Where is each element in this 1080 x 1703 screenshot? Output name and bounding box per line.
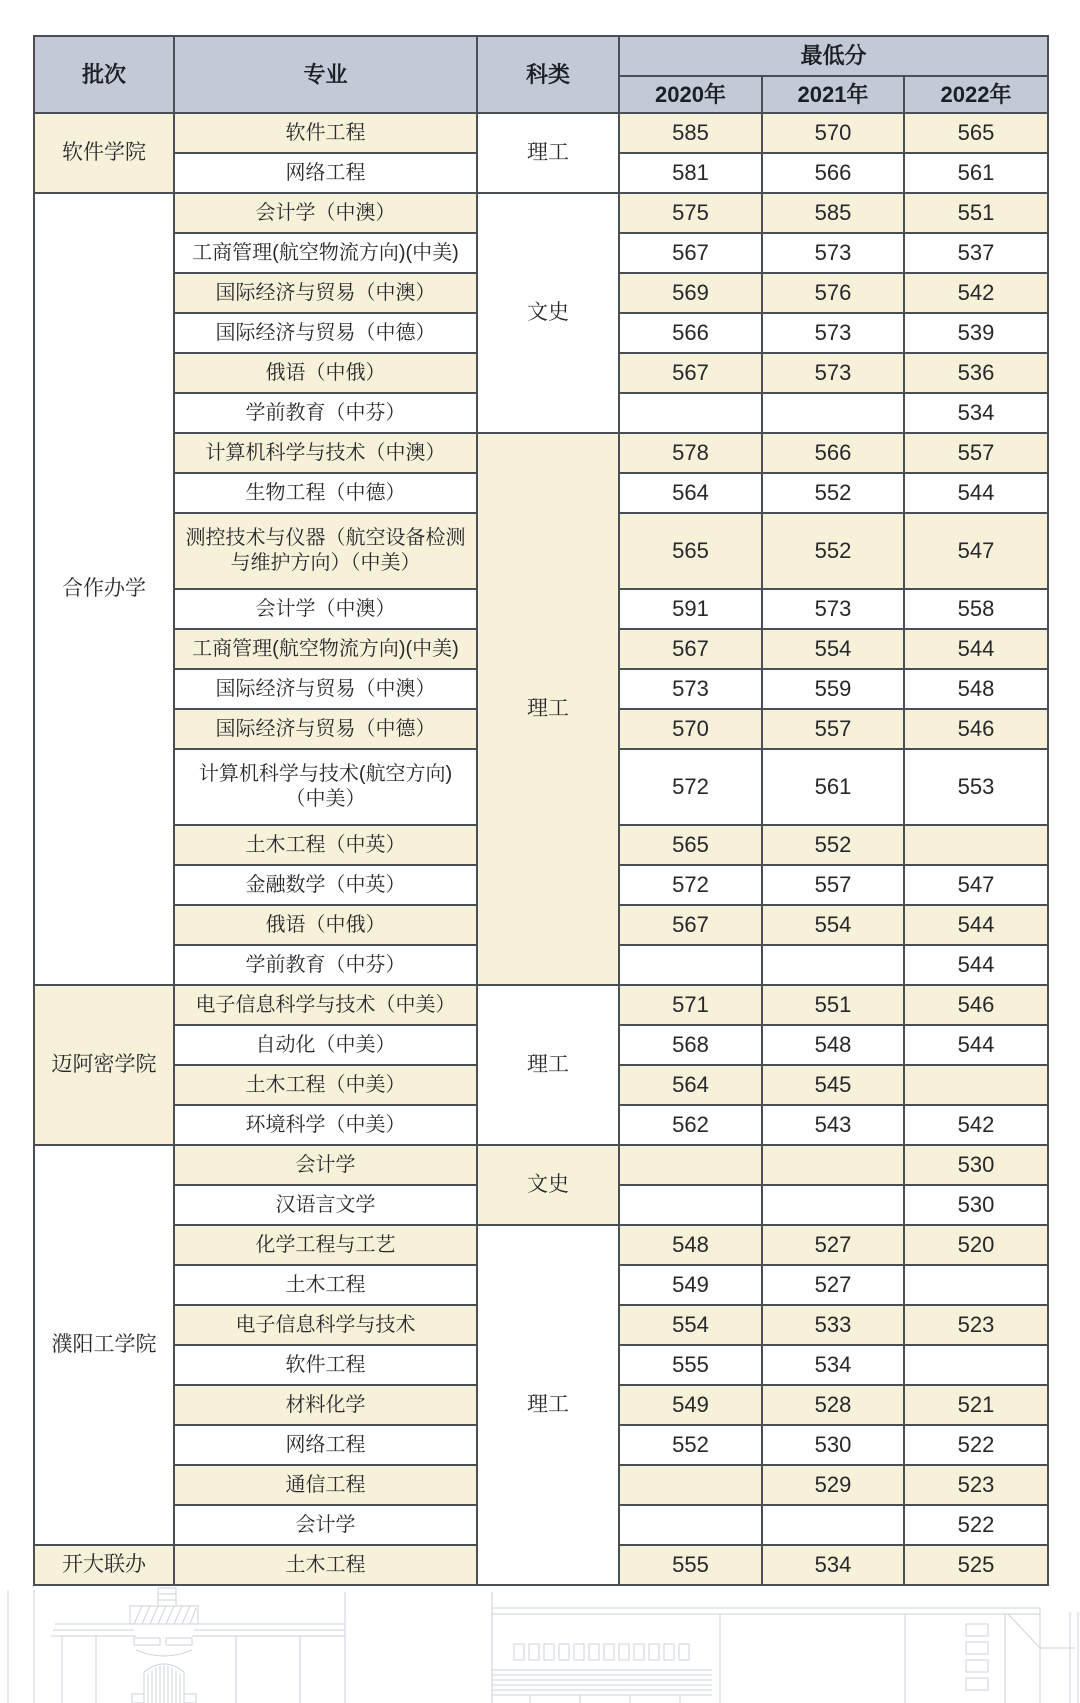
major-cell: 土木工程 [174, 1545, 477, 1585]
score-cell-2022: 544 [904, 1025, 1048, 1065]
table-row [34, 113, 1048, 153]
score-cell-2022: 525 [904, 1545, 1048, 1585]
score-cell-2021: 548 [762, 1025, 904, 1065]
table-row [34, 1225, 1048, 1265]
score-cell-2020: 555 [619, 1545, 762, 1585]
subject-cell: 文史 [477, 193, 619, 433]
score-cell-2020: 578 [619, 433, 762, 473]
header-year-2022: 2022年 [904, 76, 1048, 113]
score-cell-2022: 544 [904, 945, 1048, 985]
score-cell-2021: 554 [762, 629, 904, 669]
table-row [34, 1145, 1048, 1185]
score-cell-2021: 557 [762, 865, 904, 905]
score-cell-2020: 573 [619, 669, 762, 709]
score-cell-2022: 547 [904, 865, 1048, 905]
score-cell-2020: 564 [619, 1065, 762, 1105]
score-cell-2020: 554 [619, 1305, 762, 1345]
major-cell: 材料化学 [174, 1385, 477, 1425]
score-cell-2022: 530 [904, 1185, 1048, 1225]
score-cell-2022: 546 [904, 985, 1048, 1025]
score-cell-2022: 544 [904, 473, 1048, 513]
score-cell-2020: 572 [619, 865, 762, 905]
score-cell-2020: 572 [619, 749, 762, 825]
major-cell: 工商管理(航空物流方向)(中美) [174, 233, 477, 273]
score-cell-2021 [762, 1185, 904, 1225]
admission-score-table [33, 35, 1049, 1586]
major-cell: 俄语（中俄） [174, 905, 477, 945]
score-cell-2020: 567 [619, 905, 762, 945]
major-cell: 俄语（中俄） [174, 353, 477, 393]
score-cell-2021: 573 [762, 353, 904, 393]
score-cell-2022 [904, 1265, 1048, 1305]
score-cell-2022: 520 [904, 1225, 1048, 1265]
batch-cell: 合作办学 [34, 193, 174, 985]
score-cell-2022: 523 [904, 1305, 1048, 1345]
score-cell-2020: 585 [619, 113, 762, 153]
header-batch: 批次 [34, 36, 174, 113]
major-cell: 软件工程 [174, 1345, 477, 1385]
score-cell-2020: 548 [619, 1225, 762, 1265]
score-cell-2021: 566 [762, 433, 904, 473]
score-cell-2020: 549 [619, 1385, 762, 1425]
score-cell-2022: 565 [904, 113, 1048, 153]
score-cell-2022 [904, 1345, 1048, 1385]
score-cell-2021: 534 [762, 1545, 904, 1585]
score-cell-2021: 573 [762, 313, 904, 353]
major-cell: 计算机科学与技术（中澳） [174, 433, 477, 473]
major-cell: 化学工程与工艺 [174, 1225, 477, 1265]
batch-cell: 开大联办 [34, 1545, 174, 1585]
score-cell-2022: 557 [904, 433, 1048, 473]
score-cell-2020: 565 [619, 513, 762, 589]
score-cell-2022 [904, 825, 1048, 865]
score-cell-2022: 542 [904, 1105, 1048, 1145]
score-cell-2020: 555 [619, 1345, 762, 1385]
architectural-blueprint-decoration [0, 1586, 1080, 1703]
header-year-2020: 2020年 [619, 76, 762, 113]
score-cell-2021: 561 [762, 749, 904, 825]
major-cell: 计算机科学与技术(航空方向)（中美） [174, 749, 477, 825]
score-cell-2020: 567 [619, 353, 762, 393]
score-cell-2020 [619, 1145, 762, 1185]
score-cell-2022: 551 [904, 193, 1048, 233]
score-cell-2021: 530 [762, 1425, 904, 1465]
major-cell: 环境科学（中美） [174, 1105, 477, 1145]
major-cell: 汉语言文学 [174, 1185, 477, 1225]
major-cell: 会计学 [174, 1145, 477, 1185]
header-min-score: 最低分 [619, 36, 1048, 76]
score-cell-2021: 552 [762, 825, 904, 865]
score-cell-2022: 522 [904, 1425, 1048, 1465]
score-cell-2021: 545 [762, 1065, 904, 1105]
batch-cell: 软件学院 [34, 113, 174, 193]
score-cell-2020 [619, 393, 762, 433]
subject-cell: 理工 [477, 433, 619, 985]
score-cell-2020: 591 [619, 589, 762, 629]
table-header [34, 36, 1048, 113]
score-cell-2020 [619, 945, 762, 985]
score-cell-2021: 559 [762, 669, 904, 709]
score-cell-2021: 566 [762, 153, 904, 193]
score-cell-2020: 575 [619, 193, 762, 233]
major-cell: 会计学 [174, 1505, 477, 1545]
major-cell: 测控技术与仪器（航空设备检测与维护方向）（中美） [174, 513, 477, 589]
subject-cell: 理工 [477, 113, 619, 193]
subject-cell: 文史 [477, 1145, 619, 1225]
score-cell-2020: 569 [619, 273, 762, 313]
major-cell: 软件工程 [174, 113, 477, 153]
major-cell: 学前教育（中芬） [174, 393, 477, 433]
score-cell-2021: 534 [762, 1345, 904, 1385]
score-cell-2021: 527 [762, 1225, 904, 1265]
score-cell-2021: 533 [762, 1305, 904, 1345]
score-cell-2020 [619, 1465, 762, 1505]
score-cell-2021: 557 [762, 709, 904, 749]
score-cell-2020: 568 [619, 1025, 762, 1065]
score-cell-2020 [619, 1185, 762, 1225]
table-row [34, 433, 1048, 473]
score-cell-2021: 573 [762, 233, 904, 273]
score-cell-2020: 565 [619, 825, 762, 865]
score-cell-2021 [762, 945, 904, 985]
score-cell-2020: 567 [619, 233, 762, 273]
score-cell-2021 [762, 1505, 904, 1545]
score-cell-2021 [762, 393, 904, 433]
score-cell-2020: 564 [619, 473, 762, 513]
score-cell-2020: 562 [619, 1105, 762, 1145]
major-cell: 国际经济与贸易（中澳） [174, 669, 477, 709]
header-major: 专业 [174, 36, 477, 113]
score-cell-2021: 527 [762, 1265, 904, 1305]
table-row [34, 193, 1048, 233]
table-body [34, 113, 1048, 1585]
score-cell-2022: 558 [904, 589, 1048, 629]
major-cell: 国际经济与贸易（中德） [174, 313, 477, 353]
major-cell: 国际经济与贸易（中澳） [174, 273, 477, 313]
score-cell-2020: 581 [619, 153, 762, 193]
score-cell-2022: 546 [904, 709, 1048, 749]
score-cell-2022: 544 [904, 629, 1048, 669]
major-cell: 学前教育（中芬） [174, 945, 477, 985]
score-cell-2021: 585 [762, 193, 904, 233]
major-cell: 网络工程 [174, 1425, 477, 1465]
score-cell-2021: 570 [762, 113, 904, 153]
score-cell-2021: 528 [762, 1385, 904, 1425]
major-cell: 电子信息科学与技术（中美） [174, 985, 477, 1025]
score-cell-2022: 523 [904, 1465, 1048, 1505]
score-cell-2020: 570 [619, 709, 762, 749]
subject-cell: 理工 [477, 985, 619, 1145]
major-cell: 会计学（中澳） [174, 589, 477, 629]
major-cell: 工商管理(航空物流方向)(中美) [174, 629, 477, 669]
score-cell-2020: 567 [619, 629, 762, 669]
score-cell-2022: 548 [904, 669, 1048, 709]
major-cell: 金融数学（中英） [174, 865, 477, 905]
major-cell: 电子信息科学与技术 [174, 1305, 477, 1345]
score-cell-2021: 573 [762, 589, 904, 629]
batch-cell: 迈阿密学院 [34, 985, 174, 1145]
major-cell: 土木工程（中英） [174, 825, 477, 865]
score-cell-2022: 561 [904, 153, 1048, 193]
header-subject: 科类 [477, 36, 619, 113]
score-cell-2021: 551 [762, 985, 904, 1025]
score-cell-2021: 552 [762, 513, 904, 589]
batch-cell: 濮阳工学院 [34, 1145, 174, 1545]
major-cell: 通信工程 [174, 1465, 477, 1505]
score-cell-2021: 543 [762, 1105, 904, 1145]
score-cell-2022: 521 [904, 1385, 1048, 1425]
score-cell-2022: 547 [904, 513, 1048, 589]
score-cell-2022: 542 [904, 273, 1048, 313]
score-cell-2022: 534 [904, 393, 1048, 433]
score-cell-2021 [762, 1145, 904, 1185]
header-year-2021: 2021年 [762, 76, 904, 113]
major-cell: 会计学（中澳） [174, 193, 477, 233]
score-cell-2022: 537 [904, 233, 1048, 273]
major-cell: 网络工程 [174, 153, 477, 193]
major-cell: 国际经济与贸易（中德） [174, 709, 477, 749]
score-cell-2021: 552 [762, 473, 904, 513]
score-cell-2020 [619, 1505, 762, 1545]
score-cell-2020: 566 [619, 313, 762, 353]
subject-cell: 理工 [477, 1225, 619, 1585]
score-cell-2022: 536 [904, 353, 1048, 393]
score-cell-2020: 549 [619, 1265, 762, 1305]
score-cell-2022: 553 [904, 749, 1048, 825]
header-row-groups [34, 36, 1048, 76]
score-cell-2020: 571 [619, 985, 762, 1025]
score-cell-2022: 530 [904, 1145, 1048, 1185]
score-cell-2022: 522 [904, 1505, 1048, 1545]
score-cell-2021: 576 [762, 273, 904, 313]
major-cell: 土木工程 [174, 1265, 477, 1305]
score-cell-2022 [904, 1065, 1048, 1105]
score-cell-2021: 554 [762, 905, 904, 945]
table-row [34, 985, 1048, 1025]
score-cell-2022: 544 [904, 905, 1048, 945]
score-cell-2021: 529 [762, 1465, 904, 1505]
score-cell-2022: 539 [904, 313, 1048, 353]
major-cell: 土木工程（中美） [174, 1065, 477, 1105]
major-cell: 生物工程（中德） [174, 473, 477, 513]
score-cell-2020: 552 [619, 1425, 762, 1465]
major-cell: 自动化（中美） [174, 1025, 477, 1065]
